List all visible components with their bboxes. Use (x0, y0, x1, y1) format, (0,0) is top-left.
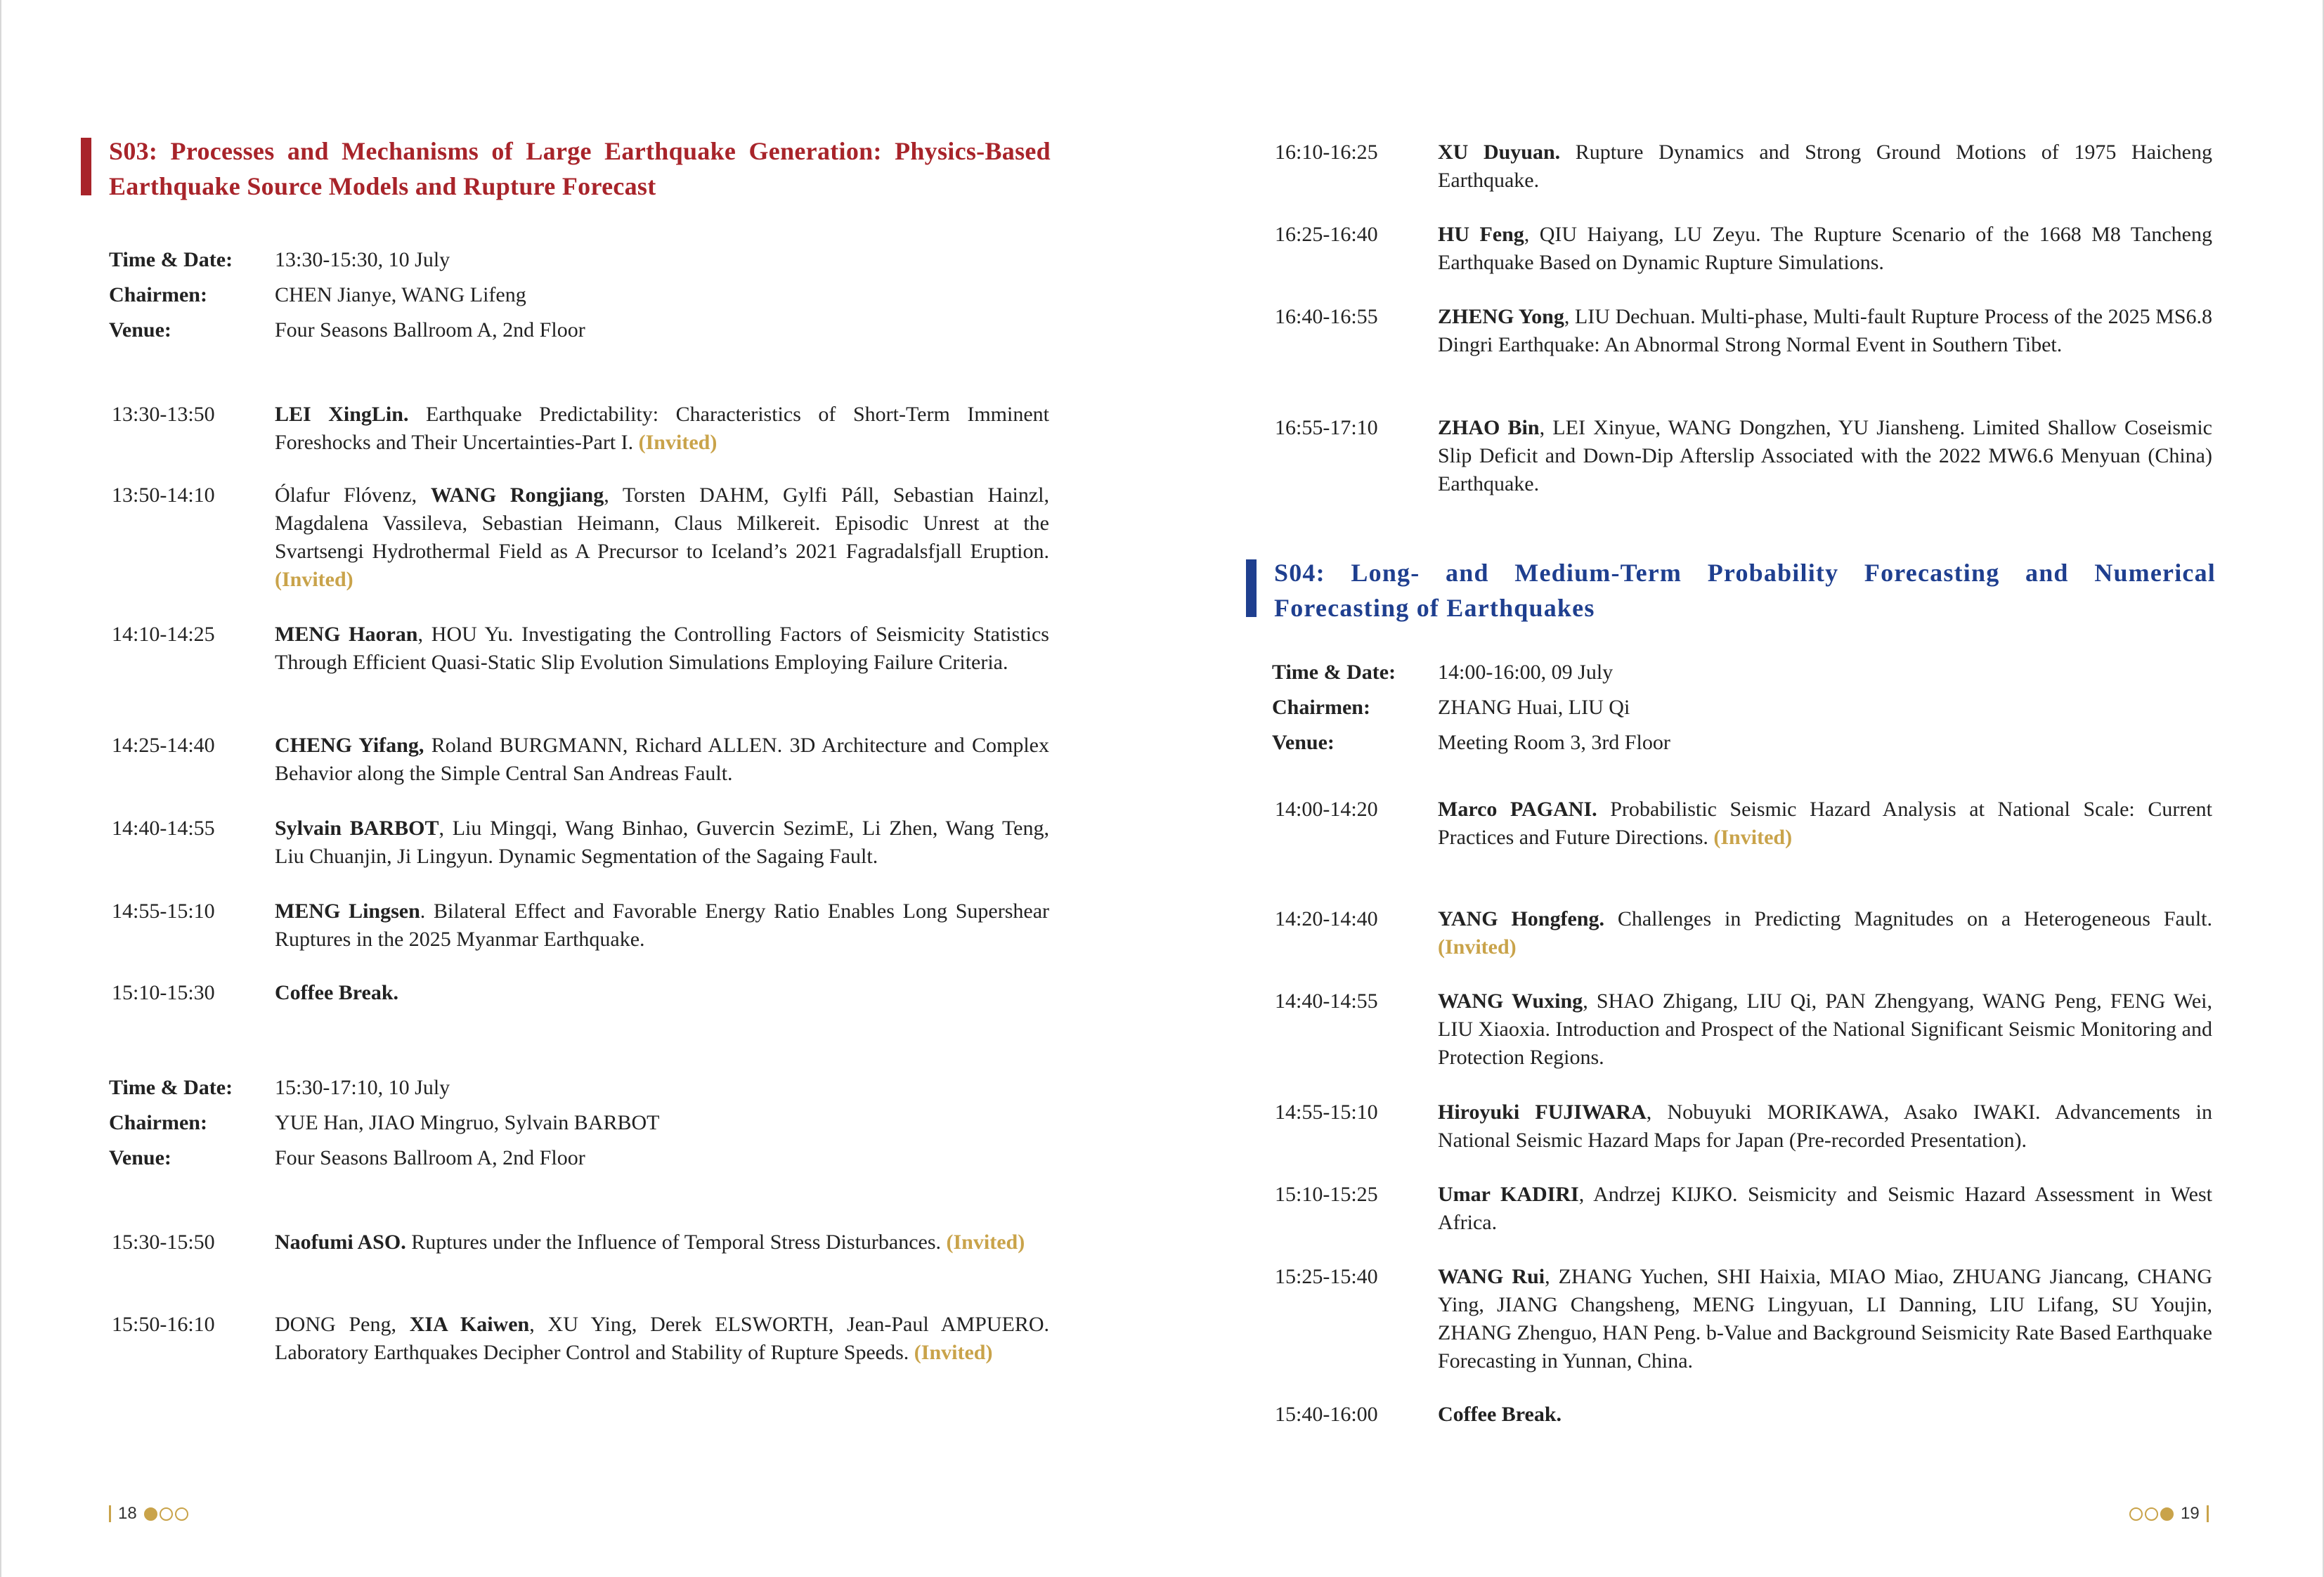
item-description: , Nobuyuki MORIKAWA, Asako IWAKI. Advancements in National Seismic Hazard Maps for Japan (Pre-recorded Presentation). (1438, 1101, 2212, 1152)
item-presenter: HU Feng (1438, 223, 1524, 246)
chairmen-value: YUE Han, JIAO Mingruo, Sylvain BARBOT (275, 1111, 660, 1134)
item-time: 14:40-14:55 (112, 817, 215, 840)
invited-badge: (Invited) (946, 1231, 1025, 1254)
item-text (275, 897, 1049, 954)
item-presenter: YANG Hongfeng. (1438, 907, 1604, 930)
item-text (1438, 1098, 2212, 1155)
footer-tick (2207, 1505, 2209, 1522)
s03-session1-meta (109, 242, 1049, 348)
item-presenter: ZHENG Yong (1438, 305, 1564, 328)
item-text (1438, 138, 2212, 195)
chairmen-label: Chairmen: (109, 1111, 207, 1134)
item-time: 15:50-16:10 (112, 1313, 215, 1336)
item-presenter: WANG Rongjiang (430, 484, 604, 507)
s04-session-meta (1272, 655, 2212, 760)
s03-section-header (81, 134, 1051, 204)
invited-badge: (Invited) (275, 568, 353, 591)
item-description: , Andrzej KIJKO. Seismicity and Seismic Hazard Assessment in West Africa. (1438, 1183, 2213, 1234)
schedule-item (109, 732, 1049, 788)
item-text (1438, 905, 2212, 961)
footer-dots (144, 1507, 188, 1521)
item-text (1438, 1181, 2212, 1237)
item-presenter: XIA Kaiwen (409, 1313, 530, 1336)
page-number: 18 (118, 1504, 137, 1523)
item-time: 14:00-14:20 (1275, 798, 1378, 821)
schedule-item (109, 979, 1049, 1007)
item-description: Roland BURGMANN, Richard ALLEN. 3D Architecture and Complex Behavior along the Simple Central San Andreas Fault. (275, 734, 1049, 785)
item-text (275, 481, 1049, 594)
invited-badge: (Invited) (1438, 935, 1517, 959)
venue-label: Venue: (1272, 731, 1335, 754)
item-description: , QIU Haiyang, LU Zeyu. The Rupture Scenario of the 1668 M8 Tancheng Earthquake Based on Dynamic Rupture Simulations. (1438, 223, 2212, 274)
item-time: 16:10-16:25 (1275, 141, 1378, 164)
item-description: Ruptures under the Influence of Temporal Stress Disturbances. (405, 1231, 947, 1254)
time-date-label: Time & Date: (109, 1076, 233, 1099)
item-time: 15:10-15:30 (112, 981, 215, 1004)
item-time: 16:40-16:55 (1275, 305, 1378, 328)
item-description: . Bilateral Effect and Favorable Energy Ratio Enables Long Supershear Ruptures in the 2025 Myanmar Earthquake. (275, 900, 1049, 951)
dot-filled-icon (2160, 1507, 2174, 1521)
schedule-item (1272, 414, 2212, 498)
venue-label: Venue: (109, 1146, 171, 1169)
item-time: 15:30-15:50 (112, 1231, 215, 1254)
schedule-item (1272, 1098, 2212, 1155)
venue-label: Venue: (109, 318, 171, 342)
item-time: 15:10-15:25 (1275, 1183, 1378, 1206)
item-presenter: LEI XingLin. (275, 403, 409, 426)
schedule-item (1272, 303, 2212, 359)
item-description: , SHAO Zhigang, LIU Qi, PAN Zhengyang, WANG Peng, FENG Wei, LIU Xiaoxia. Introduction and Prospect of the National Significant Seismic Monitoring and Protection Regions. (1438, 989, 2212, 1069)
item-time: 14:25-14:40 (112, 734, 215, 757)
item-time: 13:50-14:10 (112, 484, 215, 507)
item-presenter: Hiroyuki FUJIWARA (1438, 1101, 1647, 1124)
item-presenter: WANG Wuxing (1438, 989, 1583, 1013)
schedule-item (1272, 1181, 2212, 1237)
invited-badge: (Invited) (1713, 826, 1793, 849)
dot-outline-icon (2129, 1507, 2143, 1521)
time-date-label: Time & Date: (109, 248, 233, 271)
item-text (1438, 1401, 2212, 1429)
time-date-value: 13:30-15:30, 10 July (275, 248, 450, 271)
venue-value: Four Seasons Ballroom A, 2nd Floor (275, 1146, 585, 1169)
item-time: 15:40-16:00 (1275, 1403, 1378, 1426)
s03-title: S03: Processes and Mechanisms of Large Earthquake Generation: Physics-Based Earthquake Source Models and Rupture Forecast (109, 137, 1051, 200)
item-time: 14:20-14:40 (1275, 907, 1378, 930)
schedule-item (1272, 1401, 2212, 1429)
item-pre-authors: DONG Peng, (275, 1313, 410, 1336)
dot-filled-icon (144, 1507, 157, 1521)
item-presenter: XU Duyuan. (1438, 141, 1561, 164)
item-text (1438, 987, 2212, 1072)
footer-tick (109, 1505, 111, 1522)
item-description: , HOU Yu. Investigating the Controlling Factors of Seismicity Statistics Through Efficient Quasi-Static Slip Evolution Simulations Employing Failure Criteria. (275, 623, 1049, 674)
item-presenter: Umar KADIRI (1438, 1183, 1579, 1206)
schedule-item (1272, 796, 2212, 852)
schedule-item (1272, 905, 2212, 961)
item-description: , XU Ying, Derek ELSWORTH, Jean-Paul AMPUERO. Laboratory Earthquakes Decipher Control and Stability of Rupture Speeds. (275, 1313, 1050, 1364)
time-date-value: 14:00-16:00, 09 July (1438, 661, 1614, 684)
item-text (275, 979, 1049, 1007)
time-date-label: Time & Date: (1272, 661, 1396, 684)
item-description: , Torsten DAHM, Gylfi Páll, Sebastian Hainzl, Magdalena Vassileva, Sebastian Heimann, Claus Milkereit. Episodic Unrest at the Svartsengi Hydrothermal Field as A Precursor to Iceland’s 2021 Fagradalsfjall Eruption. (275, 484, 1049, 563)
chairmen-label: Chairmen: (1272, 696, 1370, 719)
left-page-footer (109, 1504, 188, 1524)
item-description: Probabilistic Seismic Hazard Analysis at National Scale: Current Practices and Future Directions. (1438, 798, 2212, 849)
item-time: 16:25-16:40 (1275, 223, 1378, 246)
dot-outline-icon (160, 1507, 173, 1521)
item-presenter: CHENG Yifang, (275, 734, 424, 757)
item-presenter: MENG Haoran (275, 623, 418, 646)
schedule-item (109, 401, 1049, 457)
item-text (1438, 221, 2212, 277)
item-pre-authors: Ólafur Flóvenz, (275, 484, 431, 507)
s04-title: S04: Long- and Medium-Term Probability Forecasting and Numerical Forecasting of Earthquakes (1274, 559, 2216, 622)
schedule-item (1272, 987, 2212, 1072)
venue-value: Four Seasons Ballroom A, 2nd Floor (275, 318, 585, 342)
item-presenter: Coffee Break. (1438, 1403, 1562, 1426)
item-time: 14:55-15:10 (112, 900, 215, 923)
schedule-item (109, 815, 1049, 871)
item-presenter: ZHAO Bin (1438, 416, 1540, 439)
s04-section-header (1246, 555, 2216, 625)
right-page-footer (2129, 1504, 2209, 1524)
item-presenter: Coffee Break. (275, 981, 399, 1004)
s03-accent-bar (81, 138, 91, 195)
item-text (275, 401, 1049, 457)
dot-outline-icon (175, 1507, 188, 1521)
item-text (275, 1228, 1049, 1257)
schedule-item (109, 1311, 1049, 1367)
chairmen-label: Chairmen: (109, 283, 207, 306)
item-text (275, 815, 1049, 871)
schedule-item (109, 897, 1049, 954)
item-time: 15:25-15:40 (1275, 1265, 1378, 1288)
schedule-item (1272, 1263, 2212, 1375)
item-text (1438, 796, 2212, 852)
item-time: 16:55-17:10 (1275, 416, 1378, 439)
s03-session2-meta (109, 1070, 1049, 1176)
item-presenter: Marco PAGANI. (1438, 798, 1597, 821)
item-description: , LEI Xinyue, WANG Dongzhen, YU Jiansheng. Limited Shallow Coseismic Slip Deficit and Down-Dip Afterslip Associated with the 2022 MW6.6 Menyuan (China) Earthquake. (1438, 416, 2213, 495)
schedule-item (109, 621, 1049, 677)
item-text (1438, 1263, 2212, 1375)
page-number: 19 (2181, 1504, 2200, 1523)
chairmen-value: ZHANG Huai, LIU Qi (1438, 696, 1630, 719)
schedule-item (109, 481, 1049, 594)
item-description: Rupture Dynamics and Strong Ground Motions of 1975 Haicheng Earthquake. (1438, 141, 2212, 192)
item-time: 13:30-13:50 (112, 403, 215, 426)
item-presenter: Sylvain BARBOT (275, 817, 439, 840)
venue-value: Meeting Room 3, 3rd Floor (1438, 731, 1670, 754)
invited-badge: (Invited) (914, 1341, 993, 1364)
item-text (275, 732, 1049, 788)
item-time: 14:55-15:10 (1275, 1101, 1378, 1124)
schedule-item (1272, 221, 2212, 277)
item-text (275, 1311, 1049, 1367)
s04-accent-bar (1246, 559, 1257, 617)
item-presenter: WANG Rui (1438, 1265, 1545, 1288)
footer-dots (2129, 1507, 2174, 1521)
item-description: , Liu Mingqi, Wang Binhao, Guvercin SezimE, Li Zhen, Wang Teng, Liu Chuanjin, Ji Lingyun. Dynamic Segmentation of the Sagaing Fault. (275, 817, 1050, 868)
item-time: 14:40-14:55 (1275, 989, 1378, 1013)
invited-badge: (Invited) (638, 431, 718, 454)
item-text (1438, 414, 2212, 498)
item-presenter: Naofumi ASO. (275, 1231, 406, 1254)
item-time: 14:10-14:25 (112, 623, 215, 646)
item-text (1438, 303, 2212, 359)
item-description: , ZHANG Yuchen, SHI Haixia, MIAO Miao, ZHUANG Jiancang, CHANG Ying, JIANG Changsheng, MENG Lingyuan, LI Danning, LIU Lifang, SU Youjin, ZHANG Zhenguo, HAN Peng. b-Value and Background Seismicity Rate Based Earthquake Forecasting in Yunnan, China. (1438, 1265, 2213, 1372)
schedule-item (109, 1228, 1049, 1257)
dot-outline-icon (2145, 1507, 2158, 1521)
item-description: Challenges in Predicting Magnitudes on a Heterogeneous Fault. (1604, 907, 2212, 930)
time-date-value: 15:30-17:10, 10 July (275, 1076, 450, 1099)
schedule-item (1272, 138, 2212, 195)
item-presenter: MENG Lingsen (275, 900, 420, 923)
chairmen-value: CHEN Jianye, WANG Lifeng (275, 283, 526, 306)
item-description: , LIU Dechuan. Multi-phase, Multi-fault Rupture Process of the 2025 MS6.8 Dingri Earthquake: An Abnormal Strong Normal Event in Southern Tibet. (1438, 305, 2213, 356)
item-text (275, 621, 1049, 677)
item-description: Earthquake Predictability: Characteristics of Short-Term Imminent Foreshocks and Their Uncertainties-Part I. (275, 403, 1049, 454)
